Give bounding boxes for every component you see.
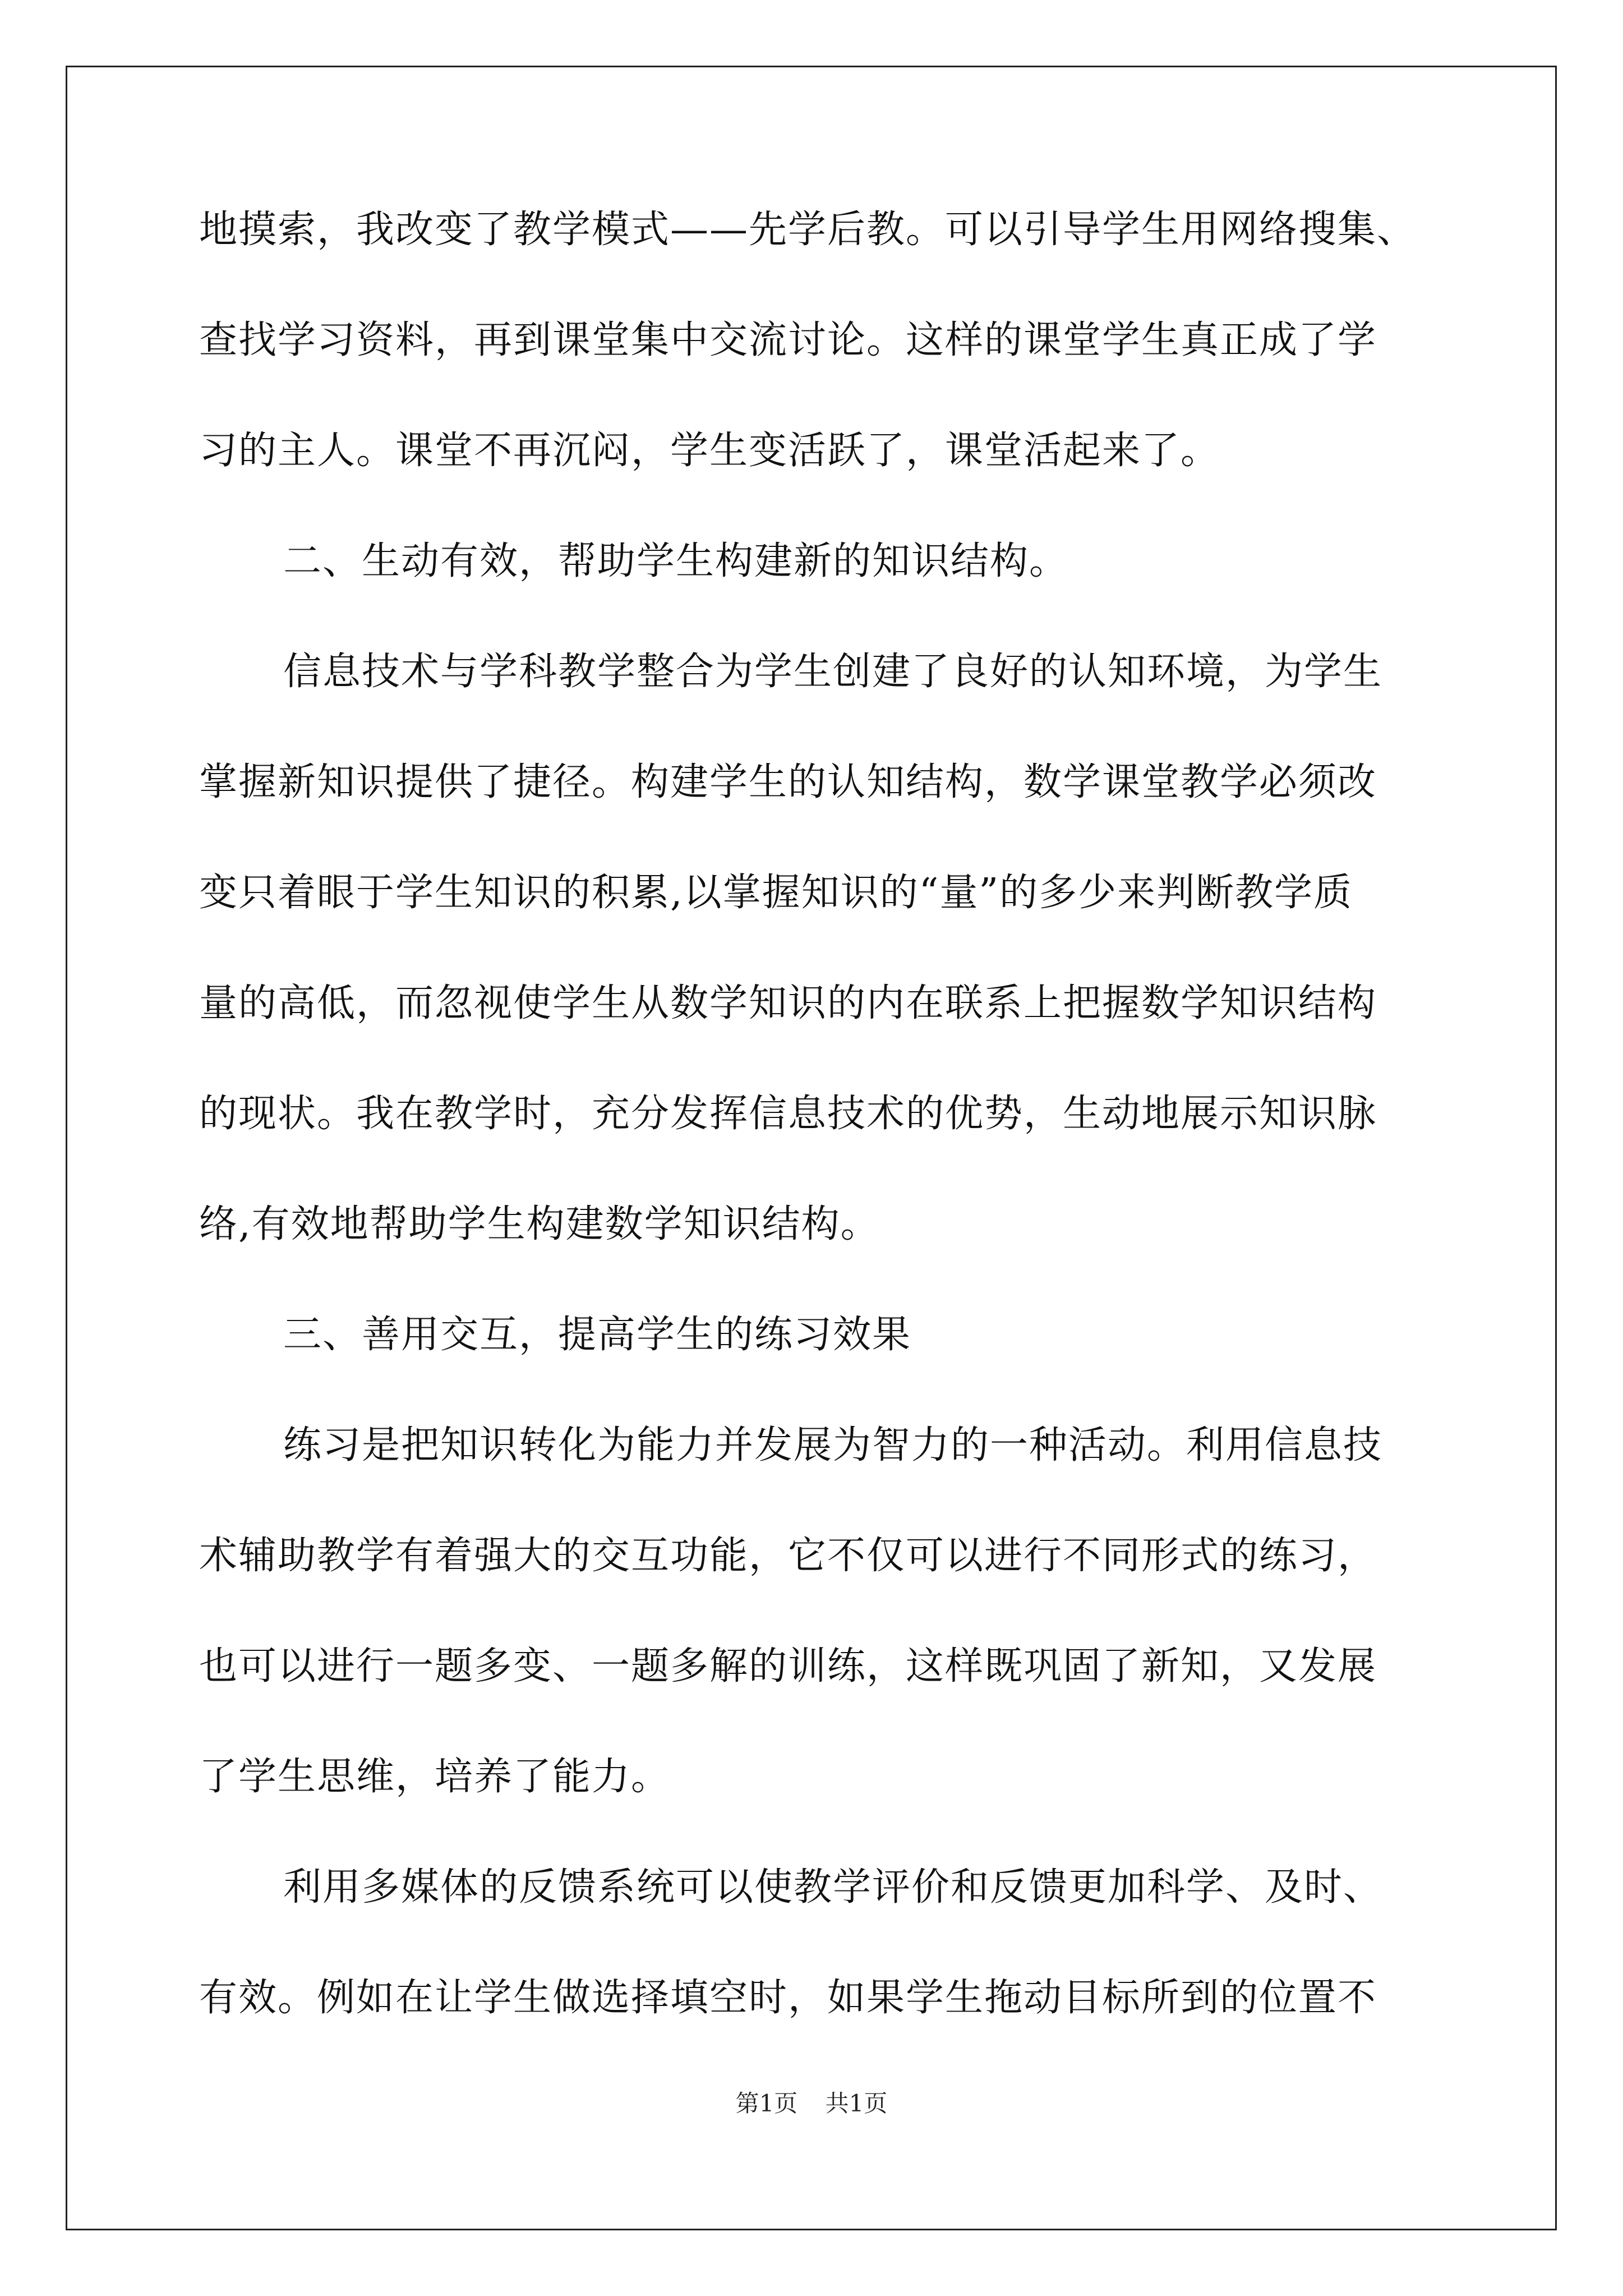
section-heading-3: 三、善用交互，提高学生的练习效果 [283, 1313, 912, 1357]
text-line-9: 的现状。我在教学时，充分发挥信息技术的优势，生动地展示知识脉 [199, 1092, 1377, 1136]
text-line-12: 练习是把知识转化为能力并发展为智力的一种活动。利用信息技 [283, 1423, 1383, 1467]
text-line-13: 术辅助教学有着强大的交互功能，它不仅可以进行不同形式的练习， [199, 1534, 1377, 1578]
text-line-1: 地摸索，我改变了教学模式——先学后教。可以引导学生用网络搜集、 [199, 208, 1417, 252]
text-line-3: 习的主人。课堂不再沉闷，学生变活跃了，课堂活起来了。 [199, 429, 1220, 473]
page-number: 第1页 [735, 2090, 798, 2117]
text-line-10: 络,有效地帮助学生构建数学知识结构。 [199, 1202, 880, 1246]
text-line-17: 有效。例如在让学生做选择填空时，如果学生拖动目标所到的位置不 [199, 1976, 1377, 2020]
text-line-16: 利用多媒体的反馈系统可以使教学评价和反馈更加科学、及时、 [283, 1865, 1383, 1910]
text-line-7: 变只着眼于学生知识的积累,以掌握知识的“量”的多少来判断教学质 [199, 871, 1353, 915]
text-line-5: 信息技术与学科教学整合为学生创建了良好的认知环境，为学生 [283, 650, 1383, 694]
text-line-2: 查找学习资料，再到课堂集中交流讨论。这样的课堂学生真正成了学 [199, 318, 1377, 362]
section-heading-2: 二、生动有效，帮助学生构建新的知识结构。 [283, 539, 1069, 583]
text-line-14: 也可以进行一题多变、一题多解的训练，这样既巩固了新知，又发展 [199, 1644, 1377, 1688]
page-footer [0, 2090, 1623, 2118]
page-total: 共1页 [825, 2090, 888, 2117]
text-line-6: 掌握新知识提供了捷径。构建学生的认知结构，数学课堂教学必须改 [199, 760, 1377, 804]
text-line-15: 了学生思维，培养了能力。 [199, 1755, 671, 1799]
text-line-8: 量的高低，而忽视使学生从数学知识的内在联系上把握数学知识结构 [199, 981, 1377, 1025]
